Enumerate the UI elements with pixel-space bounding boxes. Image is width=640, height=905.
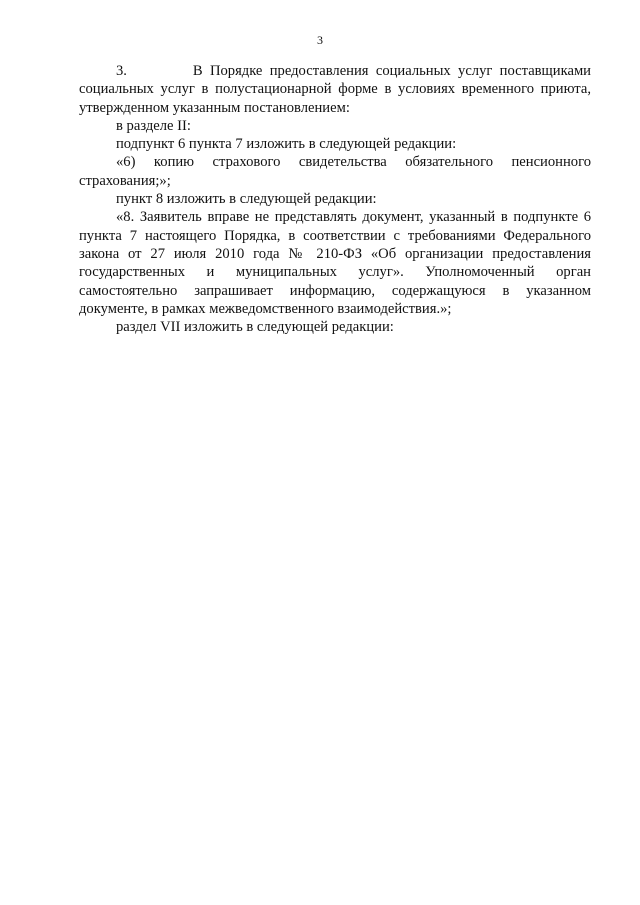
page-number: 3	[317, 33, 323, 47]
paragraph-item-3-intro: 3. В Порядке предоставления социальных услуг поставщиками социальных услуг в полустационарной форме в условиях временного приюта, утвержденном указанным постановлением:	[79, 63, 591, 116]
paragraph-section-vii: раздел VII изложить в следующей редакции:	[116, 319, 394, 336]
paragraph-subpoint-6-text: «6) копию страхового свидетельства обязательного пенсионного страхования;»;	[79, 154, 591, 189]
paragraph-point-8-intro: пункт 8 изложить в следующей редакции:	[116, 191, 377, 208]
paragraph-subpoint-6-intro: подпункт 6 пункта 7 изложить в следующей редакции:	[116, 136, 457, 153]
paragraph-section-ii: в разделе II:	[116, 117, 191, 134]
paragraph-point-8-text: «8. Заявитель вправе не представлять документ, указанный в подпункте 6 пункта 7 настоящего Порядка, в соответствии с требованиями Федерального закона от 27 июля 2010 года № 210-ФЗ «Об организации предоставления государственных и муниципальных услуг». Уполномоченный орган самостоятельно запрашивает информацию, содержащуюся в указанном документе, в рамках межведомственного взаимодействия.»;	[79, 209, 591, 317]
document-body	[79, 62, 591, 336]
